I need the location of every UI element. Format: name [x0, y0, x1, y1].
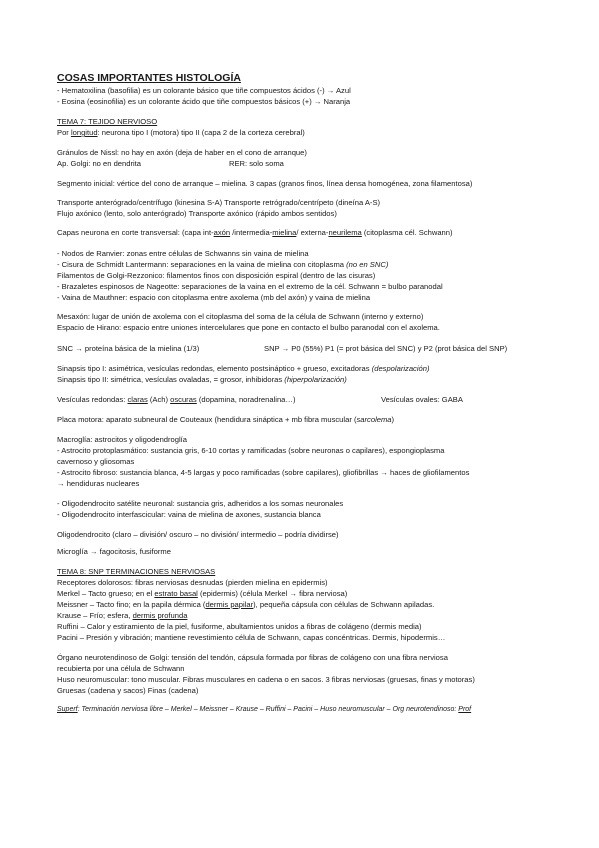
text-line: Vesículas ovales: GABA [381, 395, 463, 404]
text-line: Órgano neurotendinoso de Golgi: tensión del tendón, cápsula formada por fibras de colágeno con una fibra nerviosa [57, 653, 448, 662]
bullet-item: - Nodos de Ranvier: zonas entre células de Schwanns sin vaina de mielina [57, 249, 309, 258]
text-line: Ap. Golgi: no en dendrita [57, 159, 142, 168]
bullet-item: - Brazaletes espinosos de Nageotte: separaciones de la vaina en el extremo de la cél. Schwann = bulbo paranodal [57, 282, 443, 291]
tema8-heading: TEMA 8: SNP TERMINACIONES NERVIOSAS [57, 567, 216, 576]
tema7-heading: TEMA 7: TEJIDO NERVIOSO [57, 117, 158, 126]
text-line: Vesículas redondas: claras (Ach) oscuras (dopamina, noradrenalina…) [57, 395, 296, 404]
text-line: Oligodendrocito (claro – división/ oscuro – no división/ intermedio – podría dividirse) [57, 530, 339, 539]
text-line: Microglía → fagocitosis, fusiforme [57, 547, 171, 556]
text-line: Por longitud: neurona tipo I (motora) tipo II (capa 2 de la corteza cerebral) [57, 128, 305, 137]
text-line: - Oligodendrocito satélite neuronal: sustancia gris, adheridos a los somas neuronales [57, 499, 344, 508]
text-line: Pacini – Presión y vibración; mantiene revestimiento célula de Schwann, capas concéntricas. Dermis, hipodermis… [57, 633, 446, 642]
text-line: Sinapsis tipo I: asimétrica, vesículas redondas, elemento postsináptico + grueso, excitadoras (despolarización) [57, 364, 430, 373]
text-line: Transporte anterógrado/centrífugo (kinesina S-A) Transporte retrógrado/centrípeto (dineína A-S) [57, 198, 381, 207]
bullet-item: - Cisura de Schmidt Lantermann: separaciones en la vaina de mielina con citoplasma (no en SNC) [57, 260, 389, 269]
text-line: Krause – Frío; esfera, dermis profunda [57, 611, 188, 620]
text-line: Placa motora: aparato subneural de Couteaux (hendidura sináptica + mb fibra muscular (sarcolema) [57, 415, 395, 424]
text-line: Merkel – Tacto grueso; en el estrato basal (epidermis) (célula Merkel → fibra nerviosa) [57, 589, 348, 598]
text-line: Segmento inicial: vértice del cono de arranque – mielina. 3 capas (granos finos, línea densa homogénea, zona filamentosa) [57, 179, 473, 188]
text-line: SNC → proteína básica de la mielina (1/3) [57, 344, 200, 353]
text-line: RER: solo soma [229, 159, 284, 168]
text-line: Meissner – Tacto fino; en la papila dérmica (dermis papilar), pequeña cápsula con células de Schwann apiladas. [57, 600, 435, 609]
text-line: SNP → P0 (55%) P1 (= prot básica del SNC) y P2 (prot básica del SNP) [264, 344, 508, 353]
intro-line: - Eosina (eosinofilia) es un colorante ácido que tiñe compuestos básicos (+) → Naranja [57, 97, 351, 106]
text-line: Gruesas (cadena y sacos) Finas (cadena) [57, 686, 199, 695]
text-line: cavernoso y gliosomas [57, 457, 135, 466]
bullet-item: - Vaina de Mauthner: espacio con citoplasma entre axolema (mb del axón) y vaina de mielina [57, 293, 371, 302]
text-line: Huso neuromuscular: tono muscular. Fibras musculares en cadena o en sacos. 3 fibras nerviosas (gruesas, finas y motoras) [57, 675, 475, 684]
bullet-item: Filamentos de Golgi-Rezzonico: filamentos finos con disposición espiral (dentro de las cisuras) [57, 271, 376, 280]
text-line: - Astrocito protoplasmático: sustancia gris, 6-10 cortas y ramificadas (sobre neuronas o capilares), espongioplasma [57, 446, 445, 455]
text-line: Receptores dolorosos: fibras nerviosas desnudas (pierden mielina en epidermis) [57, 578, 328, 587]
text-line: Ruffini – Calor y estiramiento de la piel, fusiforme, abultamientos unidos a fibras de colágeno (dermis media) [57, 622, 422, 631]
text-line: Sinapsis tipo II: simétrica, vesículas ovaladas, = grosor, inhibidoras (hiperpolarización) [57, 375, 347, 384]
text-line: Macroglía: astrocitos y oligodendroglía [57, 435, 188, 444]
footer-line: Superf: Terminación nerviosa libre – Merkel – Meissner – Krause – Ruffini – Pacini – Huso neuromuscular – Org neurotendinoso: Prof [57, 706, 472, 713]
text-line: Gránulos de Nissl: no hay en axón (deja de haber en el cono de arranque) [57, 148, 307, 157]
intro-line: - Hematoxilina (basofilia) es un colorante básico que tiñe compuestos ácidos (-) → Azul [57, 86, 351, 95]
text-line: recubierta por una célula de Schwann [57, 664, 185, 673]
text-line: Mesaxón: lugar de unión de axolema con el citoplasma del soma de la célula de Schwann (interno y externo) [57, 312, 424, 321]
text-line: → hendiduras nucleares [57, 479, 140, 488]
text-line: Espacio de Hirano: espacio entre uniones intercelulares que pone en contacto el bulbo paranodal con el axolema. [57, 323, 440, 332]
text-line: - Astrocito fibroso: sustancia blanca, 4-5 largas y poco ramificadas (sobre capilares), gliofibrillas → haces de gliofilamentos [57, 468, 470, 477]
text-line: Flujo axónico (lento, solo anterógrado) Transporte axónico (rápido ambos sentidos) [57, 209, 337, 218]
text-line: Capas neurona en corte transversal: (capa int-axón /intermedia-mielina/ externa-neurilema (citoplasma cél. Schwann) [57, 228, 453, 237]
text-line: - Oligodendrocito interfascicular: vaina de mielina de axones, sustancia blanca [57, 510, 321, 519]
document-title: COSAS IMPORTANTES HISTOLOGÍA [57, 72, 241, 84]
